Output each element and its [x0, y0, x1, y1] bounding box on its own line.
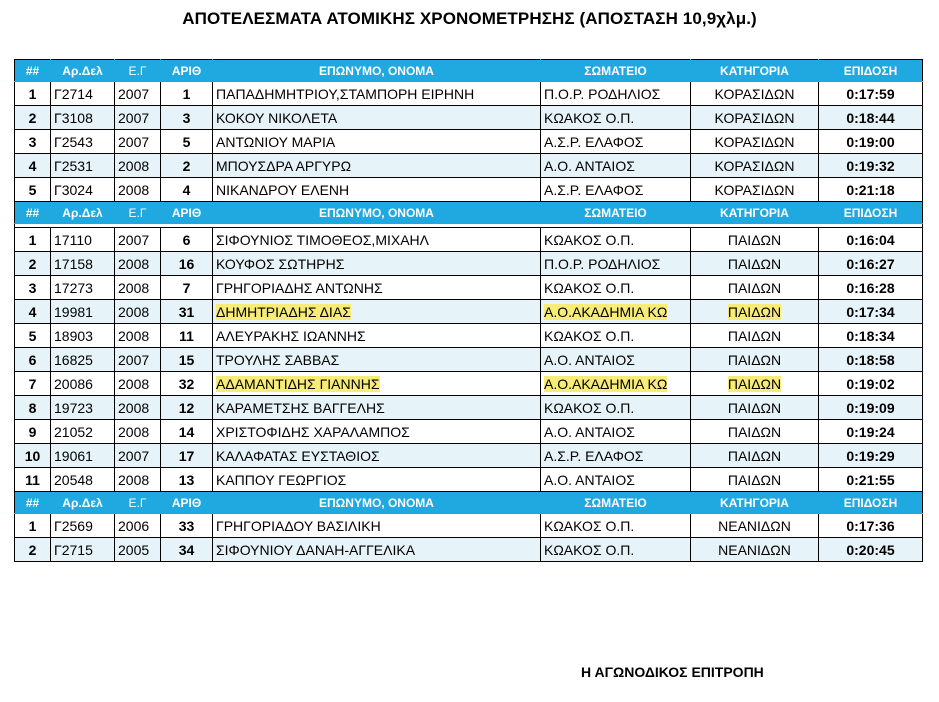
results-body: [15, 60, 923, 562]
column-header-athlete-name: ΕΠΩΝΥΜΟ, ΟΝΟΜΑ: [213, 60, 541, 82]
highlighted-text: ΠΑΙΔΩΝ: [727, 375, 782, 392]
table-row: [15, 252, 923, 276]
highlighted-text: ΠΑΙΔΩΝ: [727, 303, 782, 320]
cell-position: 3: [15, 276, 51, 300]
cell-bib-number: 7: [161, 276, 213, 300]
cell-finish-time: 0:21:18: [819, 178, 923, 202]
table-row: [15, 106, 923, 130]
table-row: [15, 420, 923, 444]
column-header-club: ΣΩΜΑΤΕΙΟ: [541, 492, 691, 514]
cell-position: 2: [15, 106, 51, 130]
cell-position: 10: [15, 444, 51, 468]
cell-category: ΠΑΙΔΩΝ: [691, 444, 819, 468]
column-header-registration: Αρ.Δελ: [51, 492, 115, 514]
cell-category: ΠΑΙΔΩΝ: [691, 420, 819, 444]
highlighted-text: Α.Ο.ΑΚΑΔΗΜΙΑ ΚΩ: [544, 375, 668, 392]
cell-finish-time: 0:19:32: [819, 154, 923, 178]
document-title: ΑΠΟΤΕΛΕΣΜΑΤΑ ΑΤΟΜΙΚΗΣ ΧΡΟΝΟΜΕΤΡΗΣΗΣ (ΑΠΟΣΤΑΣΗ 10,9χλμ.): [182, 9, 757, 28]
cell-birth-year: 2008: [115, 396, 161, 420]
table-row: [15, 372, 923, 396]
cell-club: Α.Ο. ΑΝΤΑΙΟΣ: [541, 468, 691, 492]
cell-athlete-name: [213, 300, 541, 324]
cell-position: 1: [15, 82, 51, 106]
cell-birth-year: 2008: [115, 252, 161, 276]
cell-bib-number: 5: [161, 130, 213, 154]
cell-birth-year: 2008: [115, 178, 161, 202]
column-header-athlete-name: ΕΠΩΝΥΜΟ, ΟΝΟΜΑ: [213, 202, 541, 224]
cell-position: 2: [15, 538, 51, 562]
cell-finish-time: 0:16:28: [819, 276, 923, 300]
cell-registration: Γ3024: [51, 178, 115, 202]
cell-registration: Γ2714: [51, 82, 115, 106]
column-header-bib-number: ΑΡΙΘ: [161, 492, 213, 514]
cell-club: [541, 300, 691, 324]
cell-position: 6: [15, 348, 51, 372]
cell-birth-year: 2006: [115, 514, 161, 538]
cell-position: 3: [15, 130, 51, 154]
cell-athlete-name: ΧΡΙΣΤΟΦΙΔΗΣ ΧΑΡΑΛΑΜΠΟΣ: [213, 420, 541, 444]
cell-birth-year: 2008: [115, 154, 161, 178]
cell-position: 4: [15, 300, 51, 324]
cell-bib-number: 11: [161, 324, 213, 348]
table-row: [15, 538, 923, 562]
cell-bib-number: 17: [161, 444, 213, 468]
cell-birth-year: 2007: [115, 106, 161, 130]
cell-bib-number: 16: [161, 252, 213, 276]
table-row: [15, 324, 923, 348]
cell-bib-number: 6: [161, 228, 213, 252]
cell-position: 1: [15, 514, 51, 538]
cell-athlete-name: ΠΑΠΑΔΗΜΗΤΡΙΟΥ,ΣΤΑΜΠΟΡΗ ΕΙΡΗΝΗ: [213, 82, 541, 106]
column-header-birth-year: Ε.Γ: [115, 202, 161, 224]
cell-athlete-name: ΚΟΥΦΟΣ ΣΩΤΗΡΗΣ: [213, 252, 541, 276]
cell-category: ΝΕΑΝΙΔΩΝ: [691, 514, 819, 538]
cell-finish-time: 0:17:36: [819, 514, 923, 538]
cell-athlete-name: ΚΟΚΟΥ ΝΙΚΟΛΕΤΑ: [213, 106, 541, 130]
cell-birth-year: 2008: [115, 300, 161, 324]
column-header-bib-number: ΑΡΙΘ: [161, 60, 213, 82]
cell-finish-time: 0:18:44: [819, 106, 923, 130]
cell-registration: Γ2715: [51, 538, 115, 562]
cell-finish-time: 0:19:00: [819, 130, 923, 154]
cell-bib-number: 33: [161, 514, 213, 538]
cell-registration: 19981: [51, 300, 115, 324]
cell-athlete-name: ΝΙΚΑΝΔΡΟΥ ΕΛΕΝΗ: [213, 178, 541, 202]
cell-bib-number: 2: [161, 154, 213, 178]
column-header-registration: Αρ.Δελ: [51, 202, 115, 224]
cell-finish-time: 0:19:29: [819, 444, 923, 468]
cell-registration: 17273: [51, 276, 115, 300]
cell-category: ΚΟΡΑΣΙΔΩΝ: [691, 82, 819, 106]
cell-athlete-name: ΣΙΦΟΥΝΙΟΥ ΔΑΝΑΗ-ΑΓΓΕΛΙΚΑ: [213, 538, 541, 562]
column-header-category: ΚΑΤΗΓΟΡΙΑ: [691, 60, 819, 82]
cell-birth-year: 2008: [115, 420, 161, 444]
table-row: [15, 82, 923, 106]
cell-registration: 19723: [51, 396, 115, 420]
committee-signature: Η ΑΓΩΝΟΔΙΚΟΣ ΕΠΙΤΡΟΠΗ: [581, 664, 764, 680]
cell-birth-year: 2007: [115, 228, 161, 252]
cell-category: ΠΑΙΔΩΝ: [691, 324, 819, 348]
column-header-position: ##: [15, 60, 51, 82]
cell-bib-number: 13: [161, 468, 213, 492]
cell-category: ΝΕΑΝΙΔΩΝ: [691, 538, 819, 562]
cell-bib-number: 1: [161, 82, 213, 106]
column-header-category: ΚΑΤΗΓΟΡΙΑ: [691, 492, 819, 514]
cell-athlete-name: ΜΠΟΥΣΔΡΑ ΑΡΓΥΡΩ: [213, 154, 541, 178]
table-row: [15, 444, 923, 468]
cell-club: Α.Ο. ΑΝΤΑΙΟΣ: [541, 154, 691, 178]
cell-bib-number: 34: [161, 538, 213, 562]
cell-finish-time: 0:18:58: [819, 348, 923, 372]
cell-club: Α.Ο. ΑΝΤΑΙΟΣ: [541, 420, 691, 444]
table-row: [15, 348, 923, 372]
cell-birth-year: 2008: [115, 324, 161, 348]
cell-club: Α.Σ.Ρ. ΕΛΑΦΟΣ: [541, 130, 691, 154]
cell-club: ΚΩΑΚΟΣ Ο.Π.: [541, 514, 691, 538]
cell-registration: Γ2569: [51, 514, 115, 538]
table-row: [15, 228, 923, 252]
cell-finish-time: 0:19:02: [819, 372, 923, 396]
table-header-row: [15, 60, 923, 82]
cell-athlete-name: ΚΑΡΑΜΕΤΣΗΣ ΒΑΓΓΕΛΗΣ: [213, 396, 541, 420]
column-header-finish-time: ΕΠΙΔΟΣΗ: [819, 60, 923, 82]
table-row: [15, 396, 923, 420]
cell-club: Α.Σ.Ρ. ΕΛΑΦΟΣ: [541, 178, 691, 202]
cell-category: ΠΑΙΔΩΝ: [691, 468, 819, 492]
cell-athlete-name: ΑΝΤΩΝΙΟΥ ΜΑΡΙΑ: [213, 130, 541, 154]
column-header-finish-time: ΕΠΙΔΟΣΗ: [819, 202, 923, 224]
table-header-row: [15, 492, 923, 514]
table-row: [15, 154, 923, 178]
cell-bib-number: 4: [161, 178, 213, 202]
cell-finish-time: 0:19:24: [819, 420, 923, 444]
table-row: [15, 130, 923, 154]
highlighted-text: ΔΗΜΗΤΡΙΑΔΗΣ ΔΙΑΣ: [216, 303, 351, 320]
cell-birth-year: 2007: [115, 348, 161, 372]
cell-finish-time: 0:20:45: [819, 538, 923, 562]
cell-registration: 20086: [51, 372, 115, 396]
cell-registration: Γ2543: [51, 130, 115, 154]
cell-position: 1: [15, 228, 51, 252]
cell-finish-time: 0:17:34: [819, 300, 923, 324]
cell-birth-year: 2007: [115, 130, 161, 154]
column-header-position: ##: [15, 492, 51, 514]
cell-club: ΚΩΑΚΟΣ Ο.Π.: [541, 538, 691, 562]
cell-birth-year: 2007: [115, 444, 161, 468]
table-row: [15, 178, 923, 202]
cell-registration: Γ3108: [51, 106, 115, 130]
cell-club: Α.Ο. ΑΝΤΑΙΟΣ: [541, 348, 691, 372]
cell-bib-number: 15: [161, 348, 213, 372]
cell-club: ΚΩΑΚΟΣ Ο.Π.: [541, 276, 691, 300]
cell-category: ΚΟΡΑΣΙΔΩΝ: [691, 178, 819, 202]
cell-finish-time: 0:21:55: [819, 468, 923, 492]
cell-bib-number: 3: [161, 106, 213, 130]
cell-category: ΠΑΙΔΩΝ: [691, 348, 819, 372]
cell-bib-number: 12: [161, 396, 213, 420]
column-header-category: ΚΑΤΗΓΟΡΙΑ: [691, 202, 819, 224]
cell-category: ΚΟΡΑΣΙΔΩΝ: [691, 130, 819, 154]
cell-birth-year: 2008: [115, 468, 161, 492]
cell-birth-year: 2008: [115, 372, 161, 396]
cell-finish-time: 0:19:09: [819, 396, 923, 420]
cell-category: [691, 372, 819, 396]
cell-position: 2: [15, 252, 51, 276]
cell-finish-time: 0:17:59: [819, 82, 923, 106]
column-header-birth-year: Ε.Γ: [115, 492, 161, 514]
table-row: [15, 276, 923, 300]
column-header-position: ##: [15, 202, 51, 224]
cell-registration: 17158: [51, 252, 115, 276]
cell-position: 8: [15, 396, 51, 420]
cell-athlete-name: ΣΙΦΟΥΝΙΟΣ ΤΙΜΟΘΕΟΣ,ΜΙΧΑΗΛ: [213, 228, 541, 252]
cell-category: ΠΑΙΔΩΝ: [691, 228, 819, 252]
cell-birth-year: 2008: [115, 276, 161, 300]
cell-finish-time: 0:16:27: [819, 252, 923, 276]
cell-registration: 20548: [51, 468, 115, 492]
cell-bib-number: 31: [161, 300, 213, 324]
cell-club: Π.Ο.Ρ. ΡΟΔΗΛΙΟΣ: [541, 82, 691, 106]
cell-club: ΚΩΑΚΟΣ Ο.Π.: [541, 396, 691, 420]
cell-finish-time: 0:16:04: [819, 228, 923, 252]
cell-athlete-name: [213, 372, 541, 396]
cell-bib-number: 14: [161, 420, 213, 444]
cell-athlete-name: ΑΛΕΥΡΑΚΗΣ ΙΩΑΝΝΗΣ: [213, 324, 541, 348]
cell-registration: 16825: [51, 348, 115, 372]
cell-category: ΚΟΡΑΣΙΔΩΝ: [691, 106, 819, 130]
cell-finish-time: 0:18:34: [819, 324, 923, 348]
cell-birth-year: 2007: [115, 82, 161, 106]
cell-club: ΚΩΑΚΟΣ Ο.Π.: [541, 228, 691, 252]
column-header-birth-year: Ε.Γ: [115, 60, 161, 82]
cell-category: ΠΑΙΔΩΝ: [691, 396, 819, 420]
cell-club: Π.Ο.Ρ. ΡΟΔΗΛΙΟΣ: [541, 252, 691, 276]
cell-position: 11: [15, 468, 51, 492]
column-header-club: ΣΩΜΑΤΕΙΟ: [541, 202, 691, 224]
cell-club: ΚΩΑΚΟΣ Ο.Π.: [541, 106, 691, 130]
column-header-bib-number: ΑΡΙΘ: [161, 202, 213, 224]
cell-registration: 18903: [51, 324, 115, 348]
cell-athlete-name: ΚΑΛΑΦΑΤΑΣ ΕΥΣΤΑΘΙΟΣ: [213, 444, 541, 468]
cell-position: 5: [15, 324, 51, 348]
cell-category: ΚΟΡΑΣΙΔΩΝ: [691, 154, 819, 178]
cell-registration: 19061: [51, 444, 115, 468]
cell-athlete-name: ΚΑΠΠΟΥ ΓΕΩΡΓΙΟΣ: [213, 468, 541, 492]
highlighted-text: Α.Ο.ΑΚΑΔΗΜΙΑ ΚΩ: [544, 303, 668, 320]
cell-category: [691, 300, 819, 324]
cell-club: ΚΩΑΚΟΣ Ο.Π.: [541, 324, 691, 348]
cell-position: 7: [15, 372, 51, 396]
column-header-registration: Αρ.Δελ: [51, 60, 115, 82]
cell-category: ΠΑΙΔΩΝ: [691, 252, 819, 276]
table-row: [15, 468, 923, 492]
column-header-athlete-name: ΕΠΩΝΥΜΟ, ΟΝΟΜΑ: [213, 492, 541, 514]
cell-position: 9: [15, 420, 51, 444]
highlighted-text: ΑΔΑΜΑΝΤΙΔΗΣ ΓΙΑΝΝΗΣ: [216, 375, 380, 392]
table-row: [15, 514, 923, 538]
cell-bib-number: 32: [161, 372, 213, 396]
column-header-club: ΣΩΜΑΤΕΙΟ: [541, 60, 691, 82]
cell-position: 4: [15, 154, 51, 178]
table-row: [15, 300, 923, 324]
cell-registration: 21052: [51, 420, 115, 444]
column-header-finish-time: ΕΠΙΔΟΣΗ: [819, 492, 923, 514]
cell-birth-year: 2005: [115, 538, 161, 562]
cell-athlete-name: ΓΡΗΓΟΡΙΑΔΗΣ ΑΝΤΩΝΗΣ: [213, 276, 541, 300]
table-header-row: [15, 202, 923, 224]
cell-club: Α.Σ.Ρ. ΕΛΑΦΟΣ: [541, 444, 691, 468]
cell-registration: Γ2531: [51, 154, 115, 178]
cell-athlete-name: ΓΡΗΓΟΡΙΑΔΟΥ ΒΑΣΙΛΙΚΗ: [213, 514, 541, 538]
cell-athlete-name: ΤΡΟΥΛΗΣ ΣΑΒΒΑΣ: [213, 348, 541, 372]
cell-position: 5: [15, 178, 51, 202]
cell-club: [541, 372, 691, 396]
cell-registration: 17110: [51, 228, 115, 252]
cell-category: ΠΑΙΔΩΝ: [691, 276, 819, 300]
results-table: [14, 59, 923, 562]
